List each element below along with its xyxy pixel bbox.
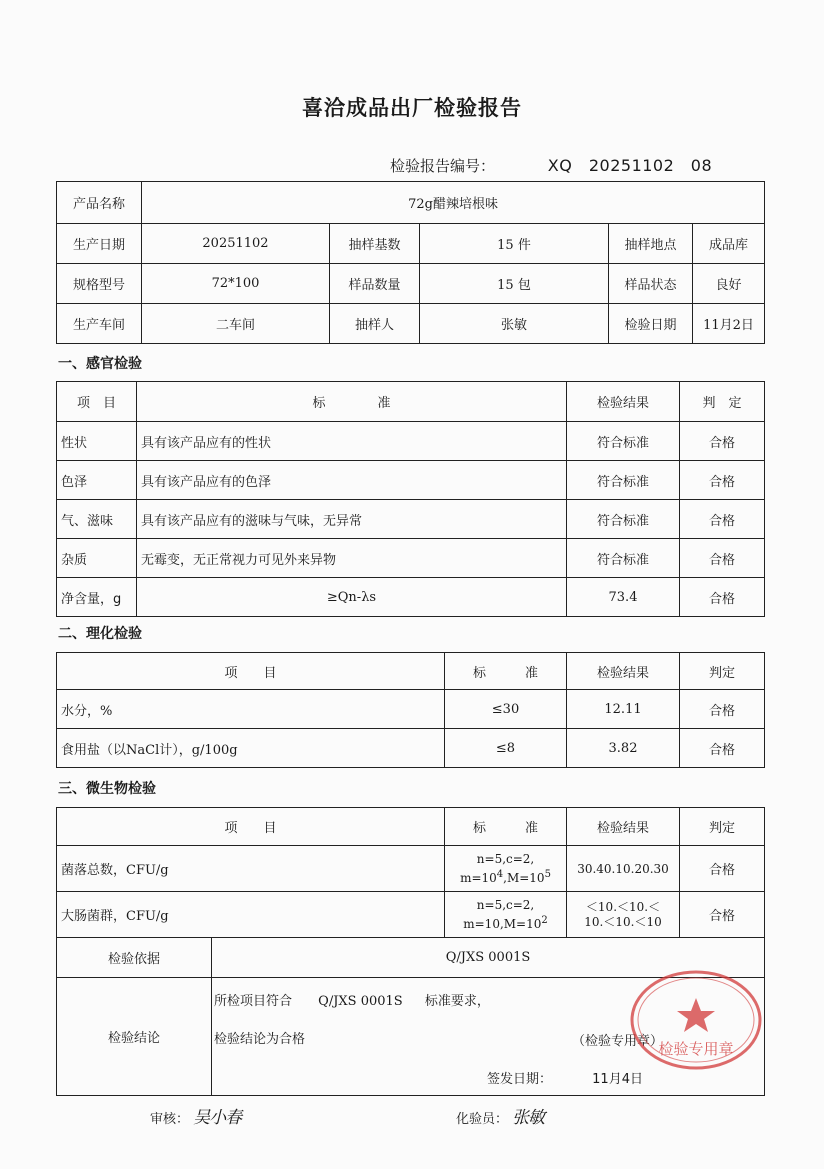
sensory-item: 气、滋味 <box>57 500 137 539</box>
micro-m-label: m=10 <box>460 870 497 885</box>
micro-result-line2: 10.＜10.＜10 <box>584 914 662 929</box>
prod-date-value: 20251102 <box>142 224 330 264</box>
sample-place-label: 抽样地点 <box>609 224 693 264</box>
sensory-header-standard: 标 准 <box>137 382 567 422</box>
sensory-item: 色泽 <box>57 461 137 500</box>
micro-result-line1: ＜10.＜10.＜ <box>585 899 661 914</box>
table-row <box>57 539 765 578</box>
report-title: 喜洽成品出厂检验报告 <box>302 96 522 120</box>
micro-verdict: 合格 <box>680 892 765 938</box>
sensory-standard: ≥Qn-λs <box>137 578 567 617</box>
issue-date-value: 11月4日 <box>592 1072 643 1087</box>
micro-standard <box>445 846 567 892</box>
physchem-standard: ≤30 <box>445 690 567 729</box>
micro-result: 30.40.10.20.30 <box>567 846 680 892</box>
sensory-verdict: 合格 <box>680 461 765 500</box>
inspect-date-label: 检验日期 <box>609 304 693 344</box>
sample-qty-label: 样品数量 <box>330 264 420 304</box>
table-row <box>57 690 765 729</box>
table-row <box>57 461 765 500</box>
sensory-result: 符合标准 <box>567 422 680 461</box>
sensory-result: 符合标准 <box>567 539 680 578</box>
sensory-verdict: 合格 <box>680 539 765 578</box>
sample-base-value: 15 件 <box>420 224 609 264</box>
physchem-verdict: 合格 <box>680 729 765 768</box>
micro-item: 大肠菌群，CFU/g <box>57 892 445 938</box>
sensory-item: 性状 <box>57 422 137 461</box>
physchem-header-verdict: 判定 <box>680 653 765 690</box>
micro-item: 菌落总数，CFU/g <box>57 846 445 892</box>
sensory-standard: 具有该产品应有的色泽 <box>137 461 567 500</box>
basis-label: 检验依据 <box>57 938 212 978</box>
sensory-result: 73.4 <box>567 578 680 617</box>
sensory-standard: 具有该产品应有的滋味与气味，无异常 <box>137 500 567 539</box>
reviewer-signature: 吴小春 <box>193 1108 242 1128</box>
physchem-item: 水分，% <box>57 690 445 729</box>
conclusion-line1-std: Q/JXS 0001S <box>318 994 403 1009</box>
micro-result <box>567 892 680 938</box>
micro-verdict: 合格 <box>680 846 765 892</box>
workshop-value: 二车间 <box>142 304 330 344</box>
physchem-header-standard: 标 准 <box>445 653 567 690</box>
micro-standard-line1: n=5,c=2, <box>476 897 535 912</box>
physchem-result: 12.11 <box>567 690 680 729</box>
stamp-note: （检验专用章） <box>572 1034 664 1049</box>
table-row <box>57 578 765 617</box>
conclusion-label: 检验结论 <box>57 978 212 1096</box>
table-row <box>57 846 765 892</box>
sample-qty-value: 15 包 <box>420 264 609 304</box>
conclusion-line2: 检验结论为合格 <box>214 1032 306 1047</box>
micro-header-verdict: 判定 <box>680 808 765 846</box>
micro-heading: 三、微生物检验 <box>58 781 156 797</box>
conclusion-line1-b: 标准要求， <box>424 994 490 1009</box>
issue-date-label: 签发日期： <box>487 1072 553 1087</box>
product-info-table <box>56 181 765 344</box>
sample-base-label: 抽样基数 <box>330 224 420 264</box>
physchem-result: 3.82 <box>567 729 680 768</box>
physchem-item: 食用盐（以NaCl计），g/100g <box>57 729 445 768</box>
product-name-label: 产品名称 <box>57 182 142 224</box>
sampler-label: 抽样人 <box>330 304 420 344</box>
sample-state-label: 样品状态 <box>609 264 693 304</box>
micro-standard-line2 <box>449 867 562 886</box>
sensory-header-result: 检验结果 <box>567 382 680 422</box>
physchem-table <box>56 652 765 768</box>
sensory-result: 符合标准 <box>567 500 680 539</box>
workshop-label: 生产车间 <box>57 304 142 344</box>
stamp-text: 检验专用章 <box>658 1040 734 1058</box>
sample-place-value: 成品库 <box>693 224 765 264</box>
prod-date-label: 生产日期 <box>57 224 142 264</box>
micro-header-item: 项 目 <box>57 808 445 846</box>
sensory-item: 杂质 <box>57 539 137 578</box>
physchem-header-result: 检验结果 <box>567 653 680 690</box>
sensory-verdict: 合格 <box>680 422 765 461</box>
sensory-item: 净含量，g <box>57 578 137 617</box>
sensory-table <box>56 381 765 617</box>
spec-value: 72*100 <box>142 264 330 304</box>
report-number-value: XQ 20251102 08 <box>547 156 713 175</box>
conclusion-line1-a: 所检项目符合 <box>214 994 293 1009</box>
sampler-value: 张敏 <box>420 304 609 344</box>
micro-standard-line2 <box>449 913 562 932</box>
physchem-verdict: 合格 <box>680 690 765 729</box>
micro-m-exp: 4 <box>496 868 504 880</box>
micro-header-result: 检验结果 <box>567 808 680 846</box>
tester-label: 化验员： <box>456 1112 509 1127</box>
micro-M-exp: 5 <box>544 868 551 880</box>
sensory-heading: 一、感官检验 <box>58 356 142 372</box>
product-name-value: 72g醋辣培根味 <box>142 182 765 224</box>
inspection-stamp <box>628 968 764 1072</box>
micro-standard-line1: n=5,c=2, <box>476 851 535 866</box>
inspect-date-value: 11月2日 <box>693 304 765 344</box>
table-row <box>57 422 765 461</box>
report-number <box>390 153 712 176</box>
sensory-verdict: 合格 <box>680 578 765 617</box>
sample-state-value: 良好 <box>693 264 765 304</box>
sensory-header-item: 项 目 <box>57 382 137 422</box>
sensory-verdict: 合格 <box>680 500 765 539</box>
physchem-heading: 二、理化检验 <box>58 626 142 642</box>
sensory-standard: 无霉变，无正常视力可见外来异物 <box>137 539 567 578</box>
spec-label: 规格型号 <box>57 264 142 304</box>
physchem-standard: ≤8 <box>445 729 567 768</box>
micro-m-label: m=10,M=10 <box>463 916 542 931</box>
table-row <box>57 729 765 768</box>
micro-header-standard: 标 准 <box>445 808 567 846</box>
sensory-header-verdict: 判 定 <box>680 382 765 422</box>
issue-date-row <box>487 1068 643 1087</box>
micro-M-exp: 2 <box>541 914 548 926</box>
table-row <box>57 892 765 938</box>
reviewer-label: 审核： <box>150 1112 190 1127</box>
micro-standard <box>445 892 567 938</box>
conclusion-line1 <box>214 990 490 1009</box>
micro-M-label: ,M=10 <box>503 870 545 885</box>
basis-value: Q/JXS 0001S <box>212 938 765 978</box>
tester-signature: 张敏 <box>512 1108 545 1128</box>
physchem-header-item: 项 目 <box>57 653 445 690</box>
reviewer <box>150 1103 241 1128</box>
sensory-standard: 具有该产品应有的性状 <box>137 422 567 461</box>
table-row <box>57 500 765 539</box>
tester <box>456 1103 544 1128</box>
report-number-label: 检验报告编号： <box>390 157 496 175</box>
sensory-result: 符合标准 <box>567 461 680 500</box>
